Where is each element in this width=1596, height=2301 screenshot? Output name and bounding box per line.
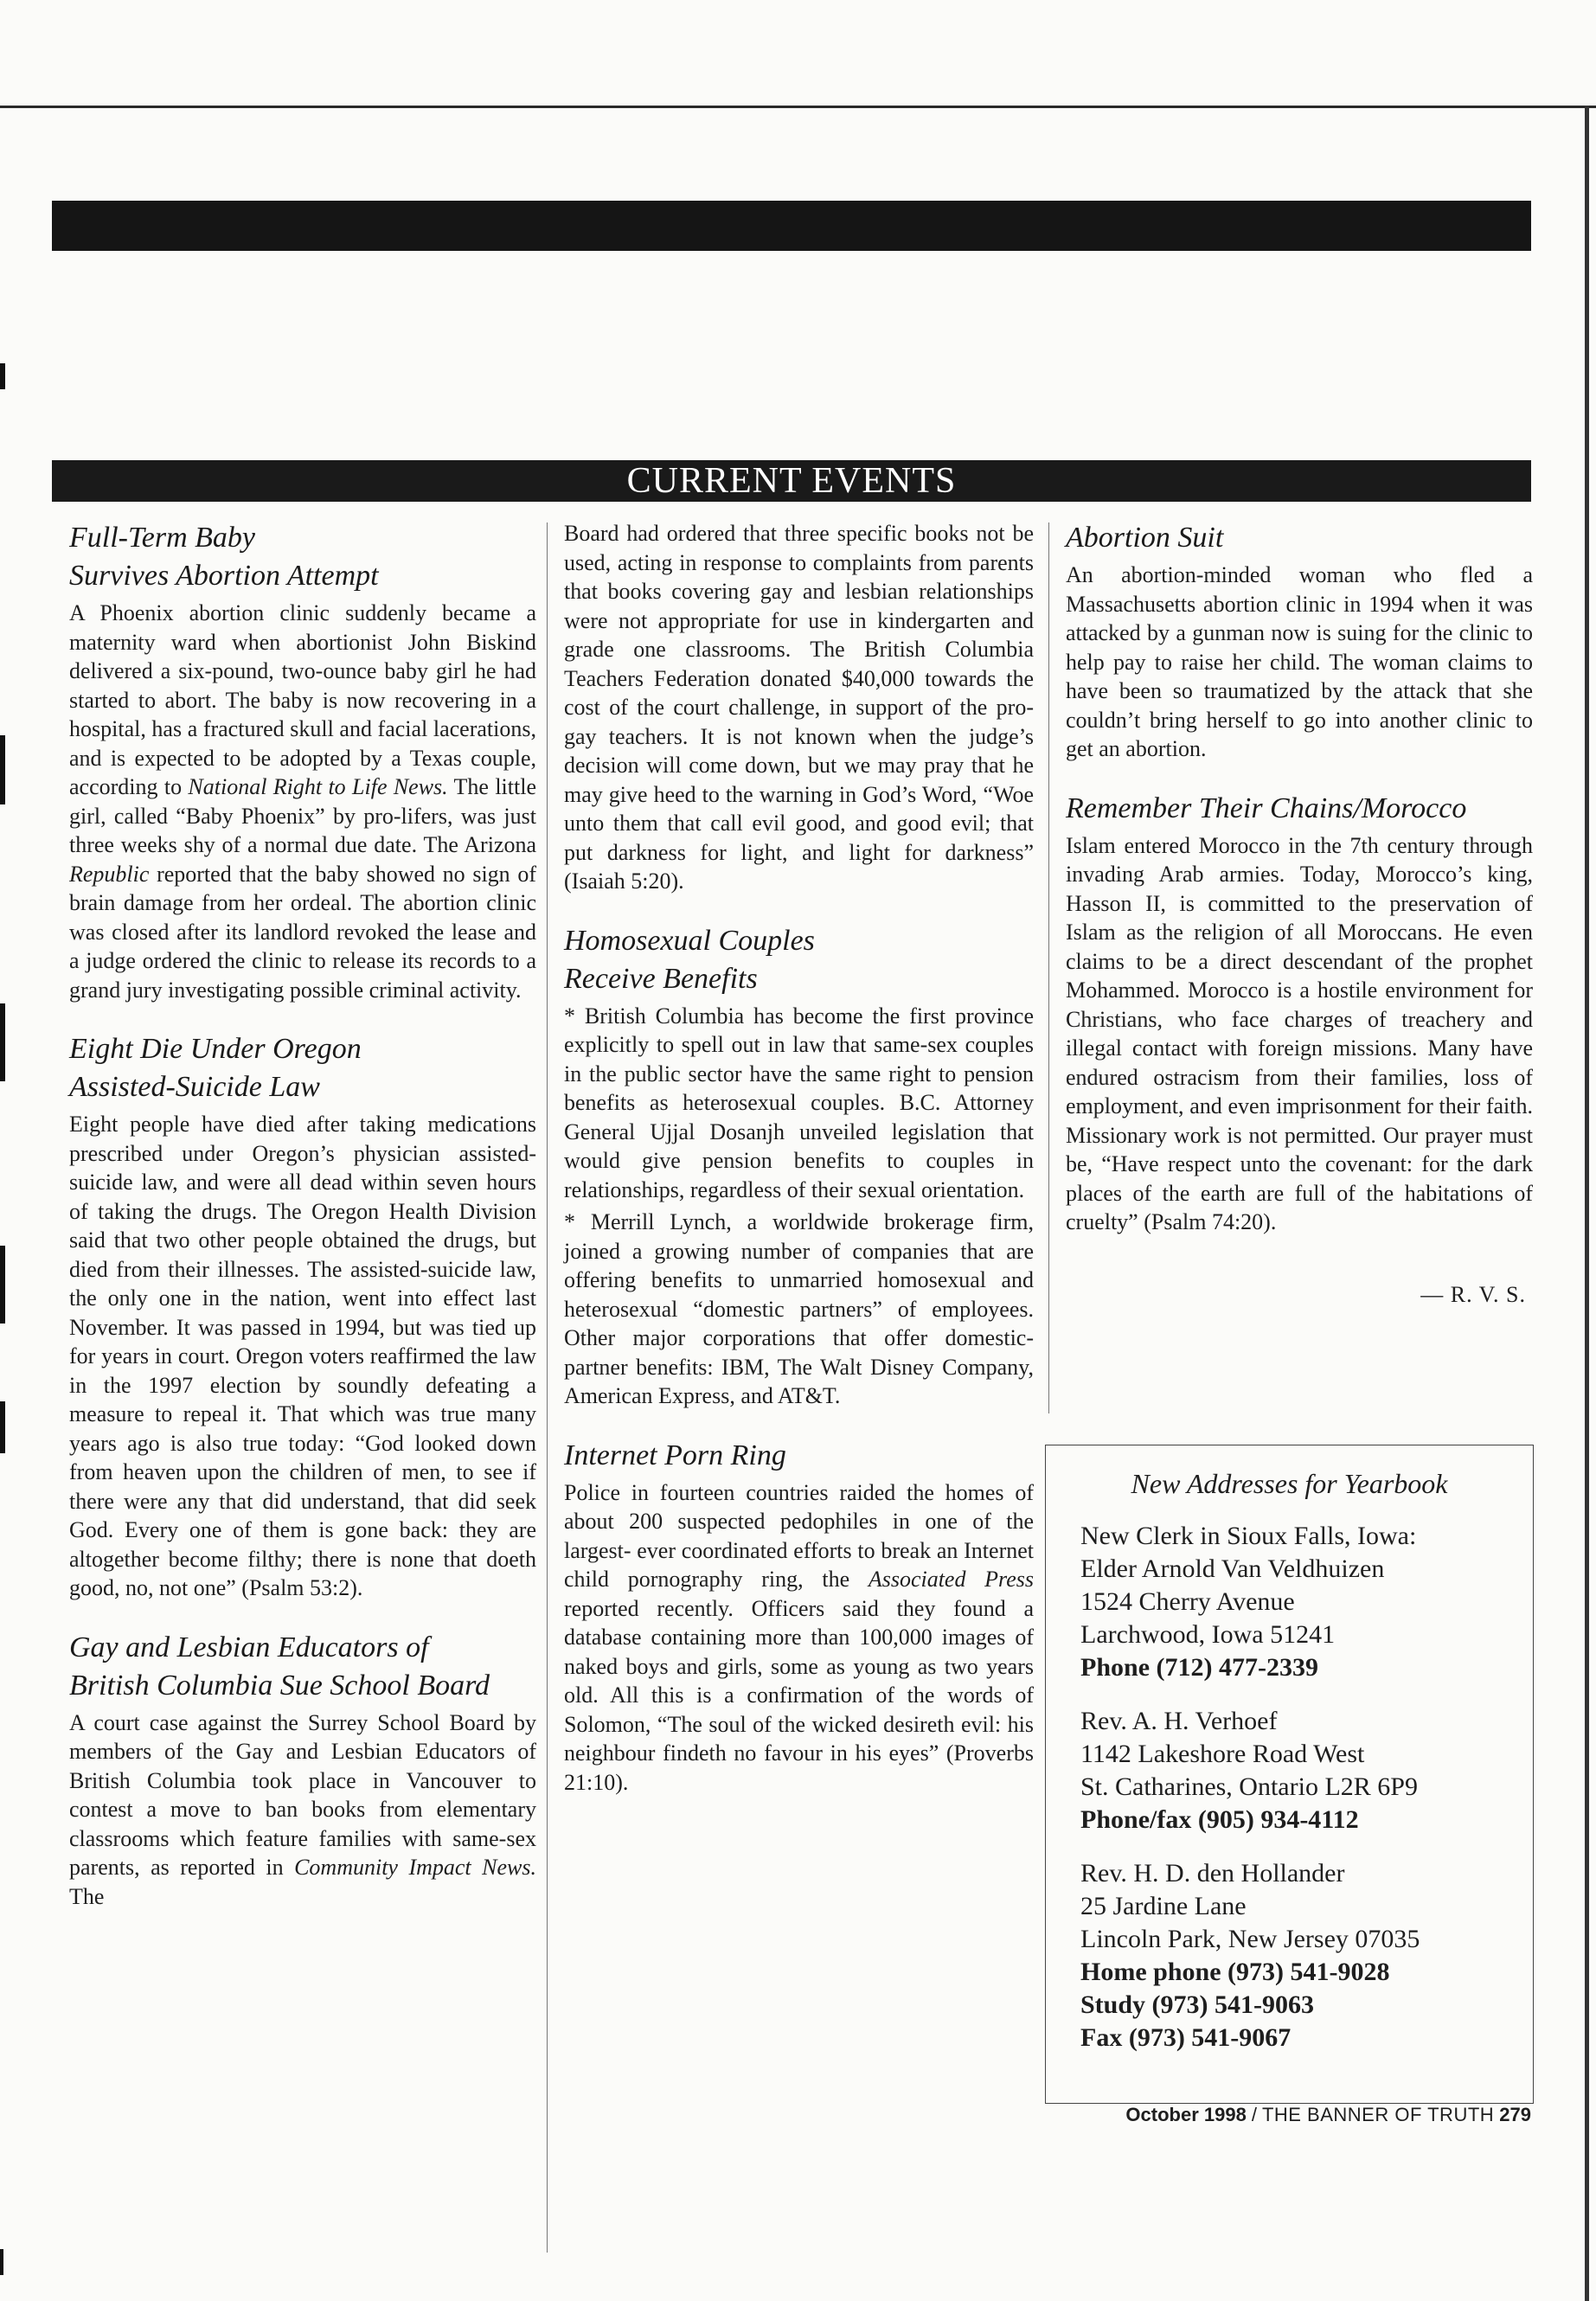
- address-line: Larchwood, Iowa 51241: [1080, 1620, 1336, 1649]
- column-rule: [1048, 522, 1049, 1413]
- address-line: 1142 Lakeshore Road West: [1080, 1740, 1365, 1768]
- body-text: reported that the baby showed no sign of brain damage from her ordeal. The abortion clinic was closed after its landlord revoked the lease and a judge ordered the clinic to release its records to a grand jury investigating possible criminal activity.: [69, 861, 536, 1003]
- new-addresses-box: [1045, 1445, 1534, 2104]
- article-paragraph: * Merrill Lynch, a worldwide brokerage firm, joined a growing number of companies that are offering benefits to unmarried homosexual and heterosexual “domestic partners” of employees. Other major corporations that offer domestic-partner benefits: IBM, The Walt Disney Company, American Express, and AT&T.: [564, 1209, 1034, 1408]
- source-name: Community Impact News.: [294, 1855, 536, 1880]
- address-line: Rev. H. D. den Hollander: [1080, 1859, 1345, 1888]
- address-line: St. Catharines, Ontario L2R 6P9: [1080, 1772, 1418, 1801]
- column-rule: [547, 522, 548, 2253]
- scan-mark: [0, 1246, 5, 1324]
- top-black-band: [52, 201, 1531, 251]
- article-body-oregon: Eight people have died after taking medications prescribed under Oregon’s physician assisted-suicide law, and were all dead within seven hours of taking the drugs. The Oregon Health Division said that two other people obtained the drugs, but died from their illnesses. The assisted-suicide law, the only one in the nation, went into effect last November. It was passed in 1994, but was tied up for years in court. Oregon voters reaffirmed the law in the 1997 election by soundly defeating a measure to repeal it. That which was true many years ago is also true today: “God looked down from heaven upon the children of men, to see if there were any that did understand, that did seek God. Every one of them is gone back: they are altogether become filthy; there is none that doeth good, no, not one” (Psalm 53:2).: [69, 1112, 536, 1600]
- column-3: [1066, 519, 1533, 1310]
- title-line: Full-Term Baby: [69, 522, 256, 554]
- title-line: British Columbia Sue School Board: [69, 1669, 490, 1702]
- article-body-abortion-suit: An abortion-minded woman who fled a Massachusetts abortion clinic in 1994 when it was attacked by a gunman now is suing for the clinic to help pay to raise her child. The woman claims to have been so traumatized by the attack that she couldn’t bring herself to go into another clinic to get an abortion.: [1066, 562, 1533, 761]
- article-body-educators-continued: Board had ordered that three specific books not be used, acting in response to complaints from parents that books covering gay and lesbian relationships were not appropriate for use in kindergarten and grade one classrooms. The British Columbia Teachers Federation donated $40,000 towards the cost of the court challenge, in support of the pro-gay teachers. It is not known when the judge’s decision will come down, but we may pray that he may give heed to the warning in God’s Word, “Woe unto them that call evil good, and good evil; that put darkness for light, and light for darkness” (Isaiah 5:20).: [564, 521, 1034, 894]
- body-text: A court case against the Surrey School Board by members of the Gay and Lesbian Educators of British Columbia took place in Vancouver to contest a move to ban books from elementary classrooms which feature families with same-sex parents, as reported in: [69, 1709, 536, 1880]
- title-line: Assisted-Suicide Law: [69, 1071, 320, 1103]
- address-line: Elder Arnold Van Veldhuizen: [1080, 1554, 1385, 1583]
- source-name: Associated Press: [868, 1567, 1034, 1592]
- address-entry: [1080, 1705, 1498, 1836]
- publication-name: THE BANNER OF TRUTH: [1261, 2104, 1495, 2125]
- article-title-internet-porn-ring: Internet Porn Ring: [564, 1439, 786, 1471]
- phone-number: Fax (973) 541-9067: [1080, 2023, 1292, 2052]
- address-entry: [1080, 1857, 1498, 2054]
- body-text: A Phoenix abortion clinic suddenly became a maternity ward when abortionist John Biskind delivered a six-pound, two-ounce baby girl he had started to abort. The baby is now recovering in a hospital, has a fractured skull and facial lacerations, and is expected to be adopted by a Texas couple, according to: [69, 600, 536, 799]
- title-line: Survives Abortion Attempt: [69, 560, 379, 592]
- article-title-morocco: Remember Their Chains/Morocco: [1066, 792, 1467, 824]
- section-header-bar: [52, 460, 1531, 502]
- phone-number: Home phone (973) 541-9028: [1080, 1958, 1390, 1986]
- article-body-internet-porn-ring: [564, 1478, 1034, 1798]
- scan-mark: [0, 1401, 5, 1453]
- article-title-abortion-suit: Abortion Suit: [1066, 522, 1224, 554]
- scan-edge-top: [0, 106, 1596, 108]
- article-title-baby-survives: [69, 519, 536, 595]
- title-line: Gay and Lesbian Educators of: [69, 1631, 429, 1663]
- address-line: Rev. A. H. Verhoef: [1080, 1707, 1278, 1735]
- section-header-title: CURRENT EVENTS: [626, 461, 957, 501]
- address-line: New Clerk in Sioux Falls, Iowa:: [1080, 1522, 1417, 1550]
- column-2: [564, 519, 1034, 1797]
- article-body-baby-survives: [69, 599, 536, 1004]
- article-title-oregon: [69, 1030, 536, 1106]
- column-1: [69, 519, 536, 1911]
- article-body-educators: [69, 1708, 536, 1912]
- scan-mark: [0, 1003, 5, 1081]
- body-text: reported recently. Officers said they found a database containing more than 100,000 images of naked boys and girls, some as young as two years old. All this is a confirmation of the words of Solomon, “The soul of the wicked desireth evil: his neighbour findeth no favour in his eyes” (Proverbs 21:10).: [564, 1595, 1034, 1795]
- article-title-homosexual-couples: [564, 922, 1034, 998]
- article-paragraph: * British Columbia has become the first province explicitly to spell out in law that same-sex couples in the public sector have the same right to pension benefits as heterosexual couples. B.C. Attorney General Ujjal Dosanjh unveiled legislation that would give pension benefits to couples in relationships, regardless of their sexual orientation.: [564, 1003, 1034, 1202]
- author-signature: — R. V. S.: [1420, 1281, 1526, 1307]
- issue-date: October 1998: [1125, 2104, 1247, 2125]
- body-text: The little girl, called “Baby Phoenix” by pro-lifers, was just three weeks shy of a normal due date. The Arizona: [69, 774, 536, 857]
- phone-number: Phone/fax (905) 934-4112: [1080, 1805, 1359, 1834]
- scan-mark: [0, 363, 5, 389]
- address-entry: [1080, 1520, 1498, 1684]
- footer-separator: /: [1251, 2104, 1257, 2125]
- title-line: Homosexual Couples: [564, 924, 815, 957]
- source-name: National Right to Life News.: [188, 774, 448, 799]
- scan-mark: [0, 735, 5, 804]
- title-line: Receive Benefits: [564, 962, 758, 995]
- body-text: Police in fourteen countries raided the homes of about 200 suspected pedophiles in one of the largest- ever coordinated efforts to break an Internet child pornography ring, the: [564, 1479, 1034, 1592]
- address-line: 25 Jardine Lane: [1080, 1892, 1247, 1920]
- phone-number: Phone (712) 477-2339: [1080, 1653, 1318, 1682]
- page-footer: [1038, 2100, 1531, 2130]
- article-title-educators: [69, 1629, 536, 1705]
- body-text: The: [69, 1883, 105, 1909]
- address-line: 1524 Cherry Avenue: [1080, 1587, 1295, 1616]
- source-name: Republic: [69, 861, 150, 887]
- phone-number: Study (973) 541-9063: [1080, 1990, 1315, 2019]
- scan-edge-right: [1585, 106, 1589, 2301]
- title-line: Eight Die Under Oregon: [69, 1033, 362, 1065]
- address-line: Lincoln Park, New Jersey 07035: [1080, 1925, 1420, 1953]
- page-number: 279: [1499, 2104, 1531, 2125]
- box-title: New Addresses for Yearbook: [1131, 1468, 1448, 1499]
- scan-mark: [0, 2249, 3, 2275]
- article-body-morocco: Islam entered Morocco in the 7th century through invading Arab armies. Today, Morocco’s king, Hasson II, is committed to the preservation of Islam as the religion of all Moroccans. He even claims to be a direct descendant of the prophet Mohammed. Morocco is a hostile environment for Christians, who face charges of treachery and illegal contact with foreign missions. Many have endured ostracism from their families, loss of employment, and even imprisonment for their faith. Missionary work is not permitted. Our prayer must be, “Have respect unto the covenant: for the dark places of the earth are full of the habitations of cruelty” (Psalm 74:20).: [1066, 832, 1533, 1234]
